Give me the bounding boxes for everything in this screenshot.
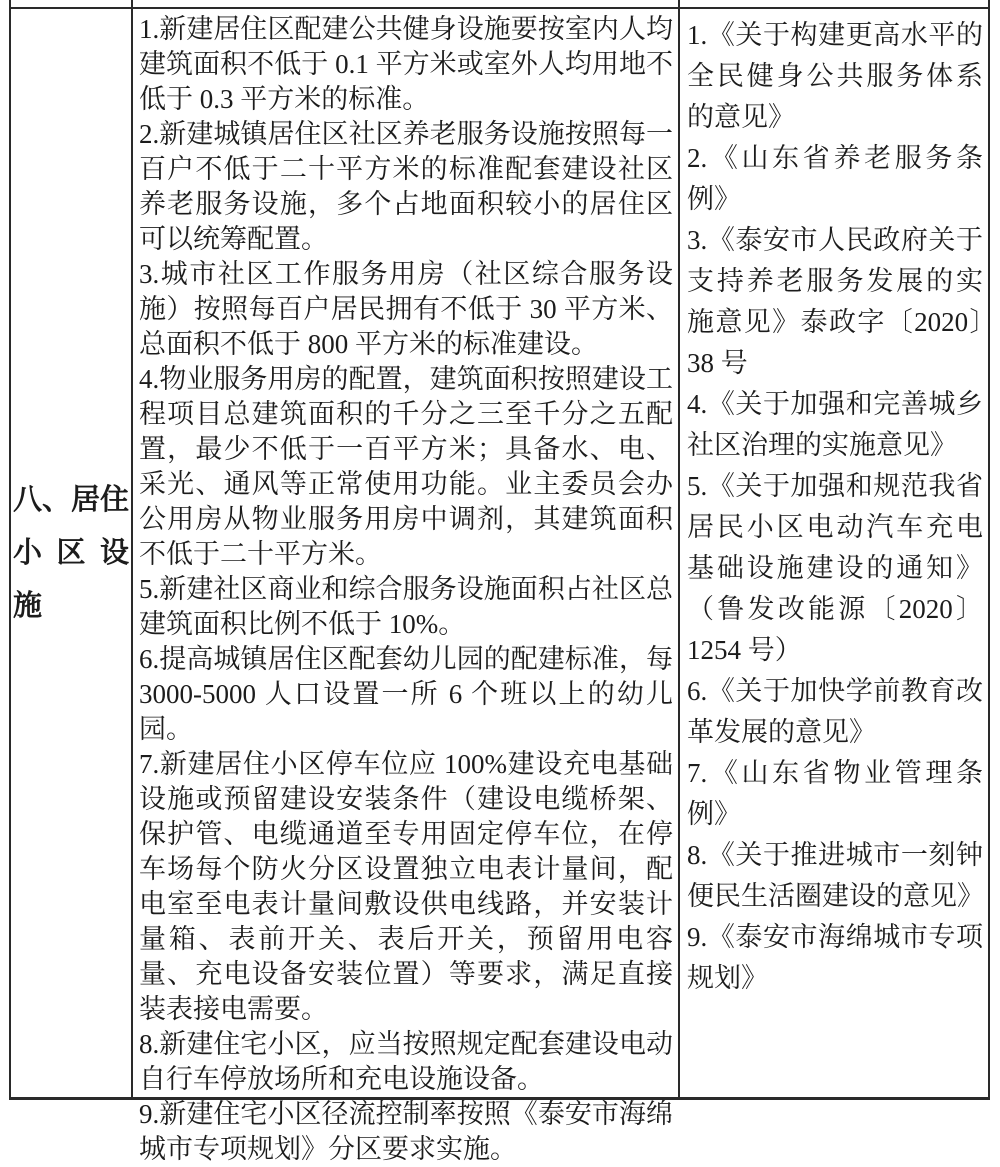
row-header-label-line: 施 xyxy=(13,589,43,622)
reference-item: 3.《泰安市人民政府关于支持养老服务发展的实施意见》泰政字〔2020〕38 号 xyxy=(687,225,983,378)
requirement-item: 3.城市社区工作服务用房（社区综合服务设施）按照每百户居民拥有不低于 30 平方米、总面积不低于 800 平方米的标准建设。 xyxy=(139,259,673,359)
row-header-label-line: 小区设 xyxy=(13,536,129,569)
reference-item: 6.《关于加快学前教育改革发展的意见》 xyxy=(687,676,983,747)
requirement-item: 1.新建居住区配建公共健身设施要按室内人均建筑面积不低于 0.1 平方米或室外人均用地不低于 0.3 平方米的标准。 xyxy=(139,14,673,114)
requirement-item: 9.新建住宅小区径流控制率按照《泰安市海绵城市专项规划》分区要求实施。 xyxy=(139,1099,673,1164)
reference-item: 8.《关于推进城市一刻钟便民生活圈建设的意见》 xyxy=(687,840,984,911)
reference-item: 7.《山东省物业管理条例》 xyxy=(687,758,983,829)
row-header-cell xyxy=(11,9,133,1097)
requirement-item: 2.新建城镇居住区社区养老服务设施按照每一百户不低于二十平方米的标准配套建设社区养老服务设施，多个占地面积较小的居住区可以统筹配置。 xyxy=(139,119,673,254)
reference-item: 9.《泰安市海绵城市专项规划》 xyxy=(687,922,983,993)
reference-item: 2.《山东省养老服务条例》 xyxy=(687,143,983,214)
requirements-cell xyxy=(133,9,680,1164)
reference-item: 5.《关于加强和规范我省居民小区电动汽车充电基础设施建设的通知》（鲁发改能源〔2020〕1254 号） xyxy=(687,471,983,665)
reference-item: 4.《关于加强和完善城乡社区治理的实施意见》 xyxy=(687,389,983,460)
requirement-item: 4.物业服务用房的配置，建筑面积按照建设工程项目总建筑面积的千分之三至千分之五配置，最少不低于一百平方米；具备水、电、采光、通风等正常使用功能。业主委员会办公用房从物业服务用房中调剂，其建筑面积不低于二十平方米。 xyxy=(139,364,673,569)
row-header-label-line: 八、居住 xyxy=(13,483,130,516)
references-cell xyxy=(680,9,988,1097)
requirement-item: 8.新建住宅小区，应当按照规定配套建设电动自行车停放场所和充电设施设备。 xyxy=(139,1029,673,1094)
table-row xyxy=(9,7,990,1164)
reference-item: 1.《关于构建更高水平的全民健身公共服务体系的意见》 xyxy=(687,20,983,132)
requirement-item: 6.提高城镇居住区配套幼儿园的配建标准，每 3000-5000 人口设置一所 6 个班以上的幼儿园。 xyxy=(139,644,673,744)
requirement-item: 7.新建居住小区停车位应 100%建设充电基础设施或预留建设安装条件（建设电缆桥架、保护管、电缆通道至专用固定停车位，在停车场每个防火分区设置独立电表计量间，配电室至电表计量间敷设供电线路，并安装计量箱、表前开关、表后开关，预留用电容量、充电设备安装位置）等要求，满足直接装表接电需要。 xyxy=(139,749,673,1024)
requirement-item: 5.新建社区商业和综合服务设施面积占社区总建筑面积比例不低于 10%。 xyxy=(139,574,673,639)
